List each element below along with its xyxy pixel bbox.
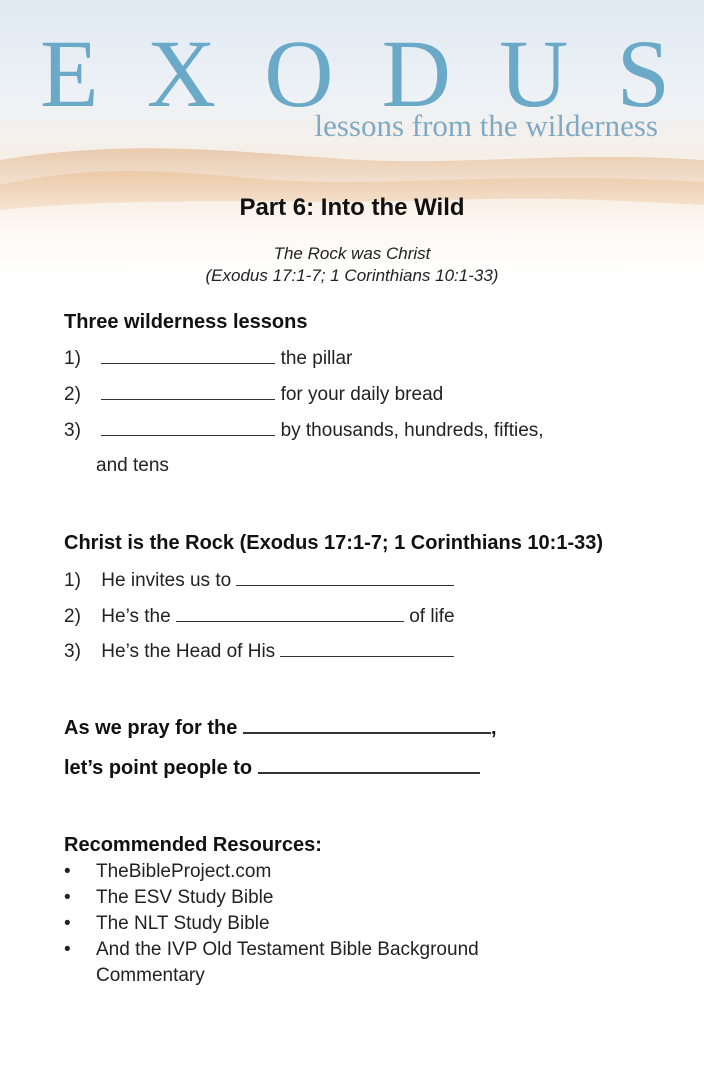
resource-text: TheBibleProject.com bbox=[96, 861, 272, 882]
verse-line-1: The Rock was Christ bbox=[273, 244, 431, 263]
verse-line-2: (Exodus 17:1-7; 1 Corinthians 10:1-33) bbox=[205, 266, 499, 285]
resource-continuation: Commentary bbox=[96, 965, 205, 986]
fill-in-blank bbox=[101, 398, 275, 400]
item-text: He invites us to bbox=[101, 570, 232, 591]
list-item bbox=[64, 420, 544, 442]
header-banner bbox=[0, 0, 704, 280]
item-number: 3) bbox=[64, 641, 81, 662]
list-item bbox=[64, 348, 352, 370]
fill-in-blank bbox=[176, 620, 404, 622]
item-text: He’s the bbox=[101, 606, 171, 627]
resources-heading: Recommended Resources: bbox=[64, 834, 322, 856]
prayer-line-2 bbox=[64, 757, 480, 780]
prayer-text: let’s point people to bbox=[64, 757, 253, 779]
title-letter: U bbox=[499, 20, 569, 127]
bullet-icon: • bbox=[64, 939, 71, 960]
bullet-icon: • bbox=[64, 887, 71, 908]
item-continuation: and tens bbox=[96, 455, 169, 476]
prayer-text: As we pray for the bbox=[64, 717, 238, 739]
part-title: Part 6: Into the Wild bbox=[239, 194, 465, 221]
section-heading-rock: Christ is the Rock (Exodus 17:1-7; 1 Corinthians 10:1-33) bbox=[64, 532, 604, 554]
bullet-icon: • bbox=[64, 861, 71, 882]
item-number: 2) bbox=[64, 606, 81, 627]
item-text: by thousands, hundreds, fifties, bbox=[280, 420, 544, 441]
item-text: He’s the Head of His bbox=[101, 641, 276, 662]
title-letter: X bbox=[146, 20, 217, 127]
section-heading-lessons: Three wilderness lessons bbox=[64, 311, 308, 333]
fill-in-blank bbox=[258, 771, 480, 774]
item-number: 2) bbox=[64, 384, 81, 405]
item-number: 1) bbox=[64, 570, 81, 591]
fill-in-blank bbox=[101, 362, 275, 364]
fill-in-blank bbox=[243, 731, 491, 734]
resource-text: The ESV Study Bible bbox=[96, 887, 274, 908]
list-item bbox=[64, 641, 454, 663]
item-number: 1) bbox=[64, 348, 81, 369]
title-letter: S bbox=[616, 20, 670, 127]
series-subtitle: lessons from the wilderness bbox=[314, 108, 658, 143]
fill-in-blank bbox=[101, 434, 275, 436]
list-item bbox=[64, 606, 455, 628]
title-letter: O bbox=[264, 20, 334, 127]
item-text-after: of life bbox=[409, 606, 455, 627]
item-text: for your daily bread bbox=[280, 384, 444, 405]
bullet-icon: • bbox=[64, 913, 71, 934]
fill-in-blank bbox=[280, 655, 454, 657]
resource-text: And the IVP Old Testament Bible Background bbox=[96, 939, 479, 960]
prayer-line-1 bbox=[64, 717, 497, 740]
title-letter: D bbox=[381, 20, 451, 127]
prayer-comma: , bbox=[490, 717, 497, 739]
item-text: the pillar bbox=[280, 348, 353, 369]
list-item bbox=[64, 570, 454, 592]
fill-in-blank bbox=[236, 584, 454, 586]
list-item bbox=[64, 384, 443, 406]
title-letter: E bbox=[40, 20, 99, 127]
item-number: 3) bbox=[64, 420, 81, 441]
resource-text: The NLT Study Bible bbox=[96, 913, 270, 934]
